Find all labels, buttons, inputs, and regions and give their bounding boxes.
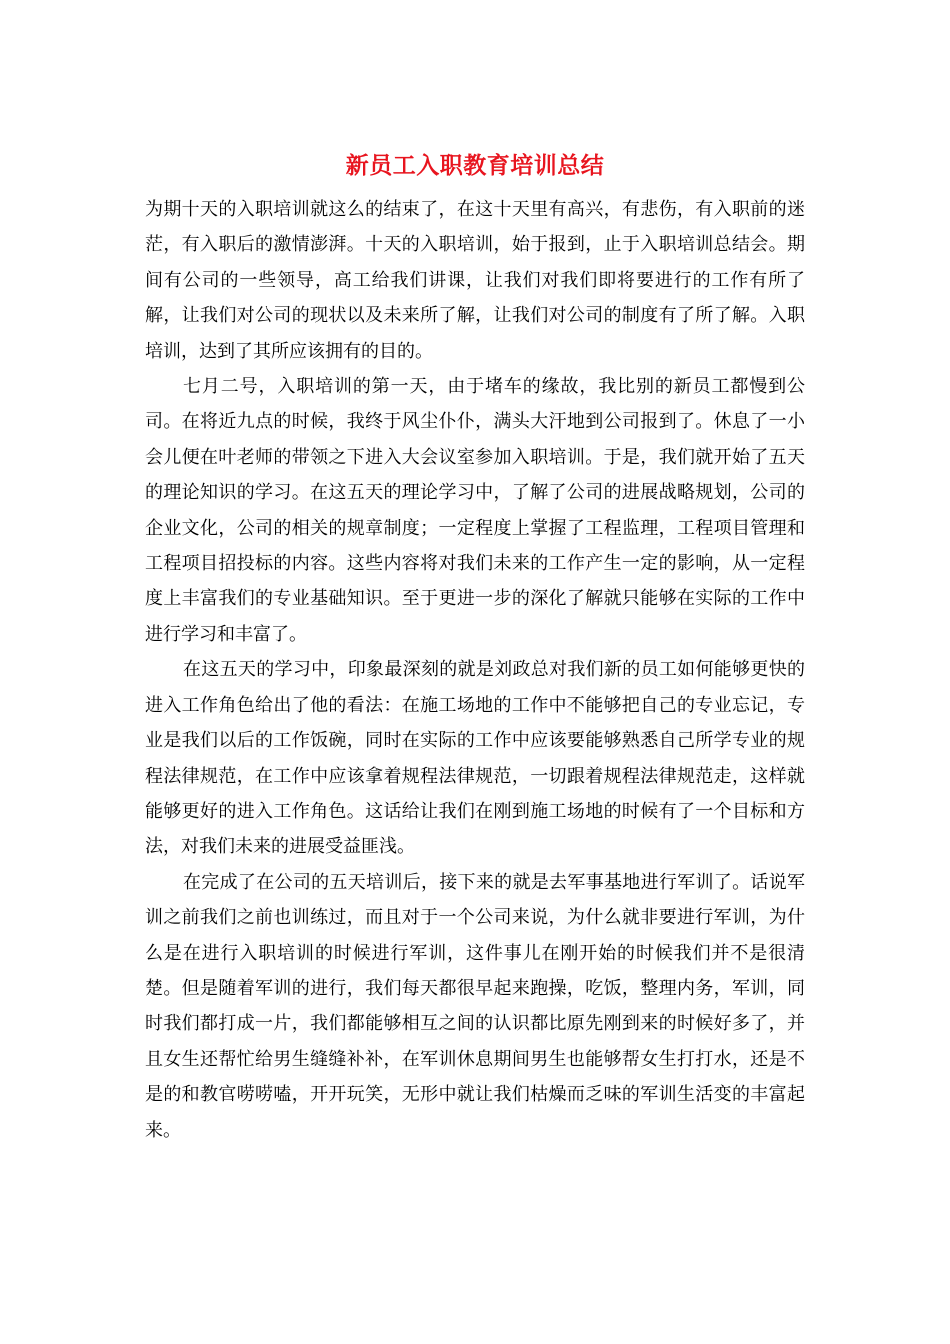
document-title: 新员工入职教育培训总结 (345, 152, 605, 179)
document-page (145, 148, 805, 1148)
paragraph-4: 在完成了在公司的五天培训后，接下来的就是去军事基地进行军训了。话说军训之前我们之前也训练过，而且对于一个公司来说，为什么就非要进行军训，为什么是在进行入职培训的时候进行军训，这件事儿在刚开始的时候我们并不是很清楚。但是随着军训的进行，我们每天都很早起来跑操，吃饭，整理内务，军训，同时我们都打成一片，我们都能够相互之间的认识都比原先刚到来的时候好多了，并且女生还帮忙给男生缝缝补补，在军训休息期间男生也能够帮女生打打水，还是不是的和教官唠唠嗑，开开玩笑，无形中就让我们枯燥而乏味的军训生活变的丰富起来。 (145, 871, 805, 1141)
paragraph-1: 为期十天的入职培训就这么的结束了，在这十天里有高兴，有悲伤，有入职前的迷茫，有入职后的激情澎湃。十天的入职培训，始于报到，止于入职培训总结会。期间有公司的一些领导，高工给我们讲课，让我们对我们即将要进行的工作有所了解，让我们对公司的现状以及未来所了解，让我们对公司的制度有了所了解。入职培训，达到了其所应该拥有的目的。 (145, 199, 805, 362)
paragraph-3: 在这五天的学习中，印象最深刻的就是刘政总对我们新的员工如何能够更快的进入工作角色给出了他的看法：在施工场地的工作中不能够把自己的专业忘记，专业是我们以后的工作饭碗，同时在实际的工作中应该要能够熟悉自己所学专业的规程法律规范，在工作中应该拿着规程法律规范，一切跟着规程法律规范走，这样就能够更好的进入工作角色。这话给让我们在刚到施工场地的时候有了一个目标和方法，对我们未来的进展受益匪浅。 (145, 659, 805, 858)
paragraph-2: 七月二号，入职培训的第一天，由于堵车的缘故，我比别的新员工都慢到公司。在将近九点的时候，我终于风尘仆仆，满头大汗地到公司报到了。休息了一小会儿便在叶老师的带领之下进入大会议室参加入职培训。于是，我们就开始了五天的理论知识的学习。在这五天的理论学习中，了解了公司的进展战略规划，公司的企业文化，公司的相关的规章制度；一定程度上掌握了工程监理，工程项目管理和工程项目招投标的内容。这些内容将对我们未来的工作产生一定的影响，从一定程度上丰富我们的专业基础知识。至于更进一步的深化了解就只能够在实际的工作中进行学习和丰富了。 (145, 376, 805, 645)
